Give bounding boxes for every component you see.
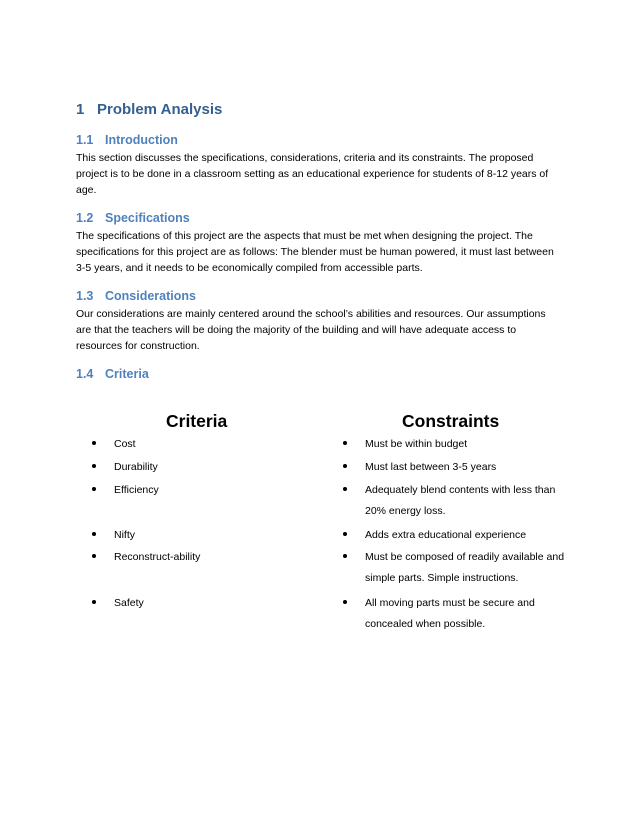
paragraph-line: specifications for this project are as follows: The blender must be human powered, it must last between (76, 246, 554, 258)
section-number: 1.4 (76, 367, 94, 381)
heading-problem-analysis (76, 101, 222, 118)
heading-criteria (76, 367, 149, 381)
criteria-item-label: Reconstruct-ability (114, 551, 201, 563)
criteria-item-label: Efficiency (114, 484, 159, 496)
bullet-icon (343, 441, 347, 445)
criteria-column-heading: Criteria (166, 411, 228, 431)
criteria-item-label: Safety (114, 597, 144, 609)
introduction-paragraph (76, 150, 568, 198)
criteria-item-label: Cost (114, 438, 136, 450)
constraint-item-label: Must last between 3-5 years (365, 461, 497, 473)
paragraph-line: 3-5 years, and it needs to be economically compiled from accessible parts. (76, 262, 423, 274)
heading-title: Problem Analysis (97, 101, 223, 118)
paragraph-line: The specifications of this project are the aspects that must be met when designing the project. The (76, 230, 533, 242)
constraint-item-label: Adequately blend contents with less than (365, 484, 556, 496)
bullet-icon (343, 554, 347, 558)
heading-specifications (76, 211, 190, 225)
specifications-paragraph (76, 228, 568, 276)
considerations-paragraph (76, 306, 568, 354)
constraint-item-label: Must be within budget (365, 438, 468, 450)
paragraph-line: resources for construction. (76, 340, 200, 352)
bullet-icon (92, 554, 96, 558)
paragraph-line: project is to be done in a classroom setting as an educational experience for students of 8-12 years of (76, 168, 549, 180)
section-title: Specifications (105, 211, 190, 225)
paragraph-line: are that the teachers will be doing the majority of the building and will have adequate access to (76, 324, 517, 336)
constraints-column-heading: Constraints (402, 411, 500, 431)
paragraph-line: This section discusses the specifications, considerations, criteria and its constraints. The proposed (76, 152, 534, 164)
bullet-icon (92, 464, 96, 468)
bullet-icon (343, 464, 347, 468)
heading-introduction (76, 133, 178, 147)
constraint-item-label-continued: 20% energy loss. (365, 505, 446, 517)
bullet-icon (92, 441, 96, 445)
bullet-icon (343, 532, 347, 536)
bullet-icon (343, 487, 347, 491)
bullet-icon (92, 532, 96, 536)
section-title: Criteria (105, 367, 149, 381)
section-title: Considerations (105, 289, 196, 303)
bullet-icon (343, 600, 347, 604)
paragraph-line: Our considerations are mainly centered around the school’s abilities and resources. Our assumptions (76, 308, 546, 320)
section-title: Introduction (105, 133, 178, 147)
constraint-item-label: Must be composed of readily available and (365, 551, 565, 563)
paragraph-line: age. (76, 184, 97, 196)
heading-considerations (76, 289, 196, 303)
constraint-item-label: Adds extra educational experience (365, 529, 527, 541)
constraint-item-label-continued: concealed when possible. (365, 618, 486, 630)
criteria-item-label: Nifty (114, 529, 135, 541)
constraint-item-label: All moving parts must be secure and (365, 597, 535, 609)
bullet-icon (92, 600, 96, 604)
section-number: 1.1 (76, 133, 94, 147)
criteria-item-label: Durability (114, 461, 158, 473)
section-number: 1.3 (76, 289, 94, 303)
constraint-item-label-continued: simple parts. Simple instructions. (365, 572, 519, 584)
bullet-icon (92, 487, 96, 491)
section-number: 1.2 (76, 211, 94, 225)
heading-number: 1 (76, 101, 85, 118)
